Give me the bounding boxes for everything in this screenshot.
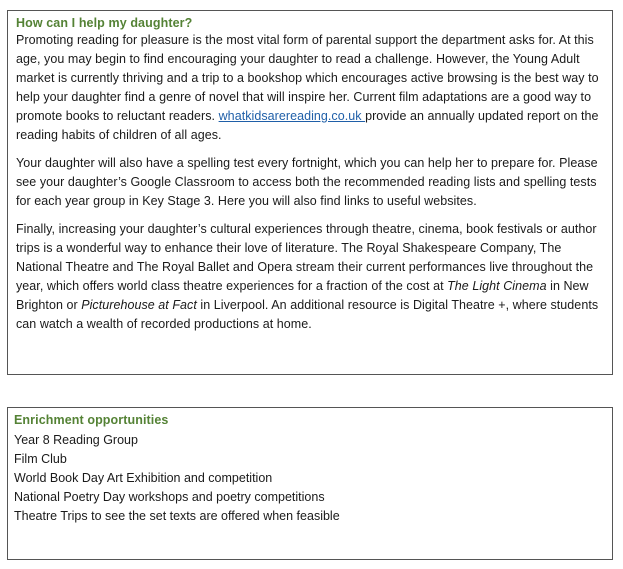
cultural-text-1: Finally, increasing your daughter’s cultural experiences through theatre, cinema, book festivals or author trips is a wonderful way to enhance their love of literature. The Royal Shakespeare Company, The National Theatre and The Royal Ballet and Opera stream their current performances live throughout the year, which offers world class theatre experiences for a fraction of the cost at — [16, 222, 597, 293]
enrichment-list — [14, 431, 604, 526]
enrichment-item: Year 8 Reading Group — [14, 433, 138, 447]
enrichment-item: Film Club — [14, 452, 67, 466]
enrichment-heading: Enrichment opportunities — [14, 413, 169, 427]
enrichment-item: Theatre Trips to see the set texts are offered when feasible — [14, 509, 340, 523]
help-section-box — [7, 10, 613, 375]
enrichment-item: National Poetry Day workshops and poetry competitions — [14, 490, 325, 504]
enrichment-section-box — [7, 407, 613, 560]
help-heading: How can I help my daughter? — [16, 16, 193, 30]
enrichment-item: World Book Day Art Exhibition and competition — [14, 471, 273, 485]
cultural-text-3: in Liverpool. An additional resource is Digital Theatre +, where students can watch a wealth of recorded productions at home. — [16, 298, 599, 331]
light-cinema-name: The Light Cinema — [447, 279, 547, 293]
help-paragraph-spelling: Your daughter will also have a spelling test every fortnight, which you can help her to prepare for. Please see your daughter’s Google Classroom to access both the recommended reading lists and spelling tests for each year group in Key Stage 3. Here you will also find links to useful websites. — [16, 156, 598, 208]
help-paragraph-reading — [16, 31, 604, 145]
reading-text: Promoting reading for pleasure is the most vital form of parental support the department asks for. At this age, you may begin to find encouraging your daughter to read a challenge. However, the Young Adult market is currently thriving and a trip to a bookshop which encourages active browsing is the best way to help your daughter find a genre of novel that will inspire her. Current film adaptations are a good way to promote books to reluctant readers. — [16, 33, 599, 123]
help-paragraph-cultural — [16, 220, 604, 334]
picturehouse-name: Picturehouse at Fact — [81, 298, 197, 312]
whatkidsarereading-link[interactable]: whatkidsarereading.co.uk — [218, 109, 366, 123]
cultural-text-2: in New Brighton or — [16, 279, 589, 312]
reading-text-end: provide an annually updated report on the reading habits of children of all ages. — [16, 109, 599, 142]
